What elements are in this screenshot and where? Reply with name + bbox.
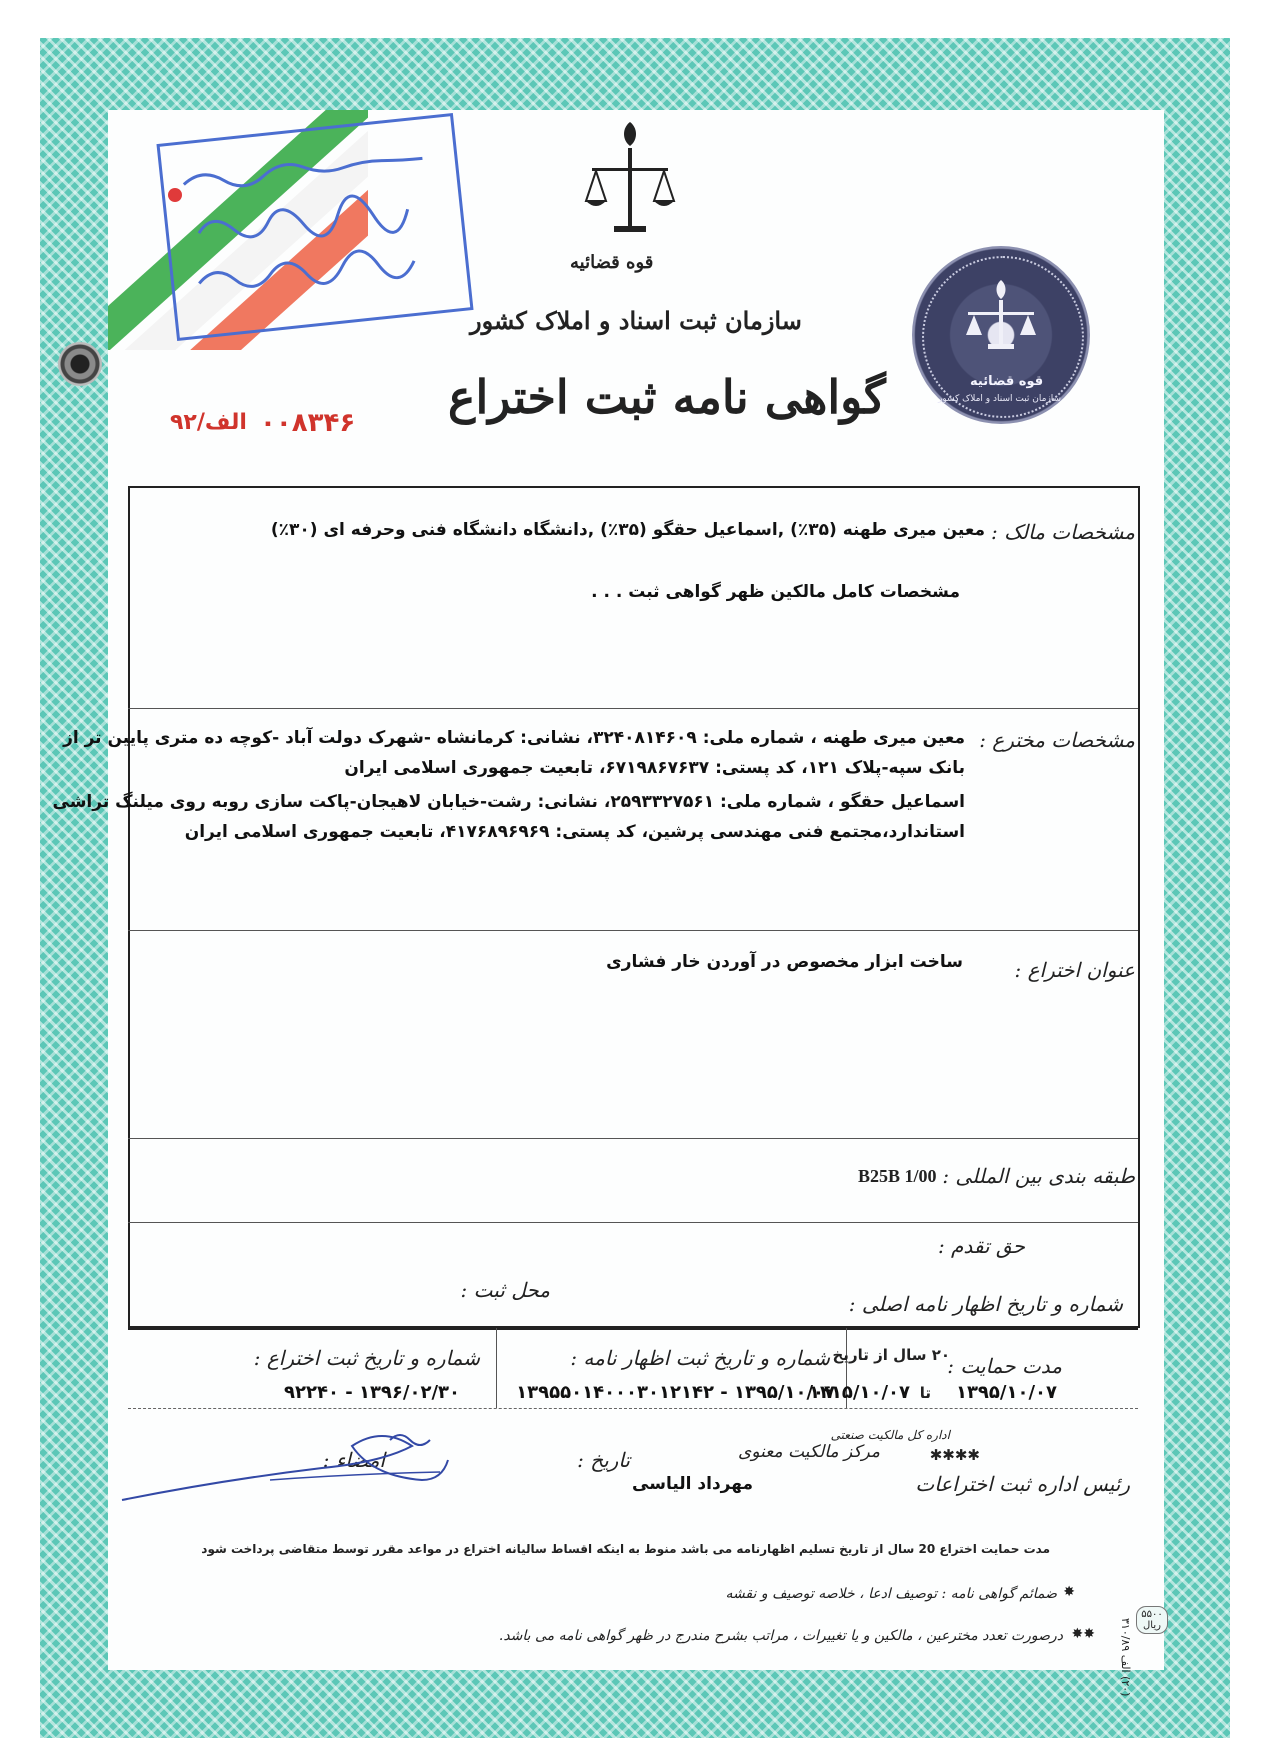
registration-value: ۱۳۹۶/۰۲/۳۰ - ۹۲۲۴۰ — [284, 1382, 460, 1403]
seal-scales-icon — [960, 278, 1042, 358]
date-label: تاریخ : — [577, 1448, 630, 1472]
registration-place-label: محل ثبت : — [460, 1278, 550, 1302]
owner-note: مشخصات کامل مالکین ظهر گواهی ثبت . . . — [591, 582, 960, 602]
inventor-line-3: اسماعیل حقگو ، شماره ملی: ۲۵۹۳۳۲۷۵۶۱، نشانی: رشت-خیابان لاهیجان-پاکت سازی روبه روی میلنگ تراشی — [52, 792, 965, 812]
classification-value: B25B 1/00 — [858, 1166, 937, 1186]
protection-to: تا — [919, 1384, 931, 1402]
declaration-value: ۱۳۹۵/۱۰/۰۷ - ۱۳۹۵۵۰۱۴۰۰۰۳۰۱۲۱۴۲ — [516, 1382, 835, 1403]
office-line: اداره کل مالکیت صنعتی — [830, 1428, 950, 1442]
original-declaration-label: شماره و تاریخ اظهار نامه اصلی : — [848, 1292, 1123, 1316]
classification-label: طبقه بندی بین المللی : — [942, 1164, 1135, 1188]
inventor-line-4: استاندارد،مجتمع فنی مهندسی پرشین، کد پستی: ۴۱۷۶۸۹۶۹۶۹، تابعیت جمهوری اسلامی ایران — [184, 822, 965, 842]
protection-duration: ۲۰ سال از تاریخ — [832, 1346, 950, 1364]
certificate-form — [128, 486, 1140, 1328]
signature-scribble — [120, 1420, 450, 1510]
protection-end: ۱۴۱۵/۱۰/۰۷ — [808, 1382, 910, 1403]
blue-stamp — [156, 113, 473, 341]
scales-of-justice-icon — [580, 118, 680, 248]
center-name: مرکز مالکیت معنوی — [738, 1442, 880, 1462]
eyelet-icon — [58, 342, 102, 386]
seal-subtext: سازمان ثبت اسناد و املاک کشور — [938, 394, 1062, 404]
organization-heading: سازمان ثبت اسناد و املاک کشور — [470, 306, 802, 335]
side-code: (۲۰) الف ۳۱۰/۸۹ — [1119, 1617, 1132, 1696]
changes-note: درصورت تعدد مخترعین ، مالکین و یا تغییرات ، مراتب بشرح مندرج در ظهر گواهی نامه می باشد. — [498, 1628, 1063, 1644]
inventor-line-1: معین میری طهنه ، شماره ملی: ۳۲۴۰۸۱۴۶۰۹، نشانی: کرمانشاه -شهرک دولت آباد -کوچه ده متری پایین تر از — [63, 728, 965, 748]
series-code: الف/۹۲ — [170, 410, 247, 435]
invention-title-value: ساخت ابزار مخصوص در آوردن خار فشاری — [606, 952, 963, 972]
divider — [128, 1408, 1138, 1409]
protection-start: ۱۳۹۵/۱۰/۰۷ — [955, 1382, 1057, 1403]
divider — [496, 1328, 497, 1408]
divider — [128, 708, 1138, 709]
protection-label: مدت حمایت : — [947, 1354, 1062, 1378]
divider — [128, 1138, 1138, 1139]
office-head-title: رئیس اداره ثبت اختراعات — [915, 1472, 1130, 1496]
invention-title-label: عنوان اختراع : — [1014, 958, 1135, 982]
inventor-line-2: بانک سپه-پلاک ۱۲۱، کد پستی: ۶۷۱۹۸۶۷۶۳۷، تابعیت جمهوری اسلامی ایران — [344, 758, 965, 778]
owner-label: مشخصات مالک : — [991, 520, 1135, 544]
serial-number: ۰۰۸۳۴۶ — [260, 408, 356, 438]
star-bullet-icon: ✸ — [1063, 1584, 1075, 1600]
divider — [128, 930, 1138, 931]
registration-label: شماره و تاریخ ثبت اختراع : — [253, 1346, 480, 1370]
attachments-note: ضمائم گواهی نامه : توصیف ادعا ، خلاصه توصیف و نقشه — [725, 1586, 1057, 1602]
judiciary-heading: قوه قضائیه — [570, 252, 654, 273]
price-badge: ۵۵۰۰ ریال — [1136, 1606, 1168, 1634]
sign-label: امضاء : — [322, 1448, 385, 1472]
divider — [128, 1328, 1138, 1330]
seal-text: قوه قضائیه — [970, 374, 1044, 389]
declaration-label: شماره و تاریخ ثبت اظهار نامه : — [570, 1346, 830, 1370]
priority-label: حق تقدم : — [937, 1234, 1025, 1258]
star-bullet-icon: ✸✸ — [1071, 1626, 1095, 1642]
divider — [128, 1222, 1138, 1223]
owner-value: معین میری طهنه (۳۵٪) ,اسماعیل حقگو (۳۵٪) ,دانشگاه دانشگاه فنی وحرفه ای (۳۰٪) — [270, 520, 985, 540]
stars-decoration: ✱✱✱✱ — [929, 1446, 980, 1464]
inventor-label: مشخصات مخترع : — [979, 728, 1135, 752]
handwriting-scribble — [160, 116, 470, 337]
signer-name: مهرداد الیاسی — [632, 1474, 753, 1494]
page-title: گواهی نامه ثبت اختراع — [448, 370, 886, 424]
protection-note: مدت حمایت اختراع 20 سال از تاریخ تسلیم اظهارنامه می باشد منوط به اینکه اقساط سالیانه اختراع در مواعد مقرر توسط متقاضی پرداخت شود — [201, 1542, 1050, 1556]
